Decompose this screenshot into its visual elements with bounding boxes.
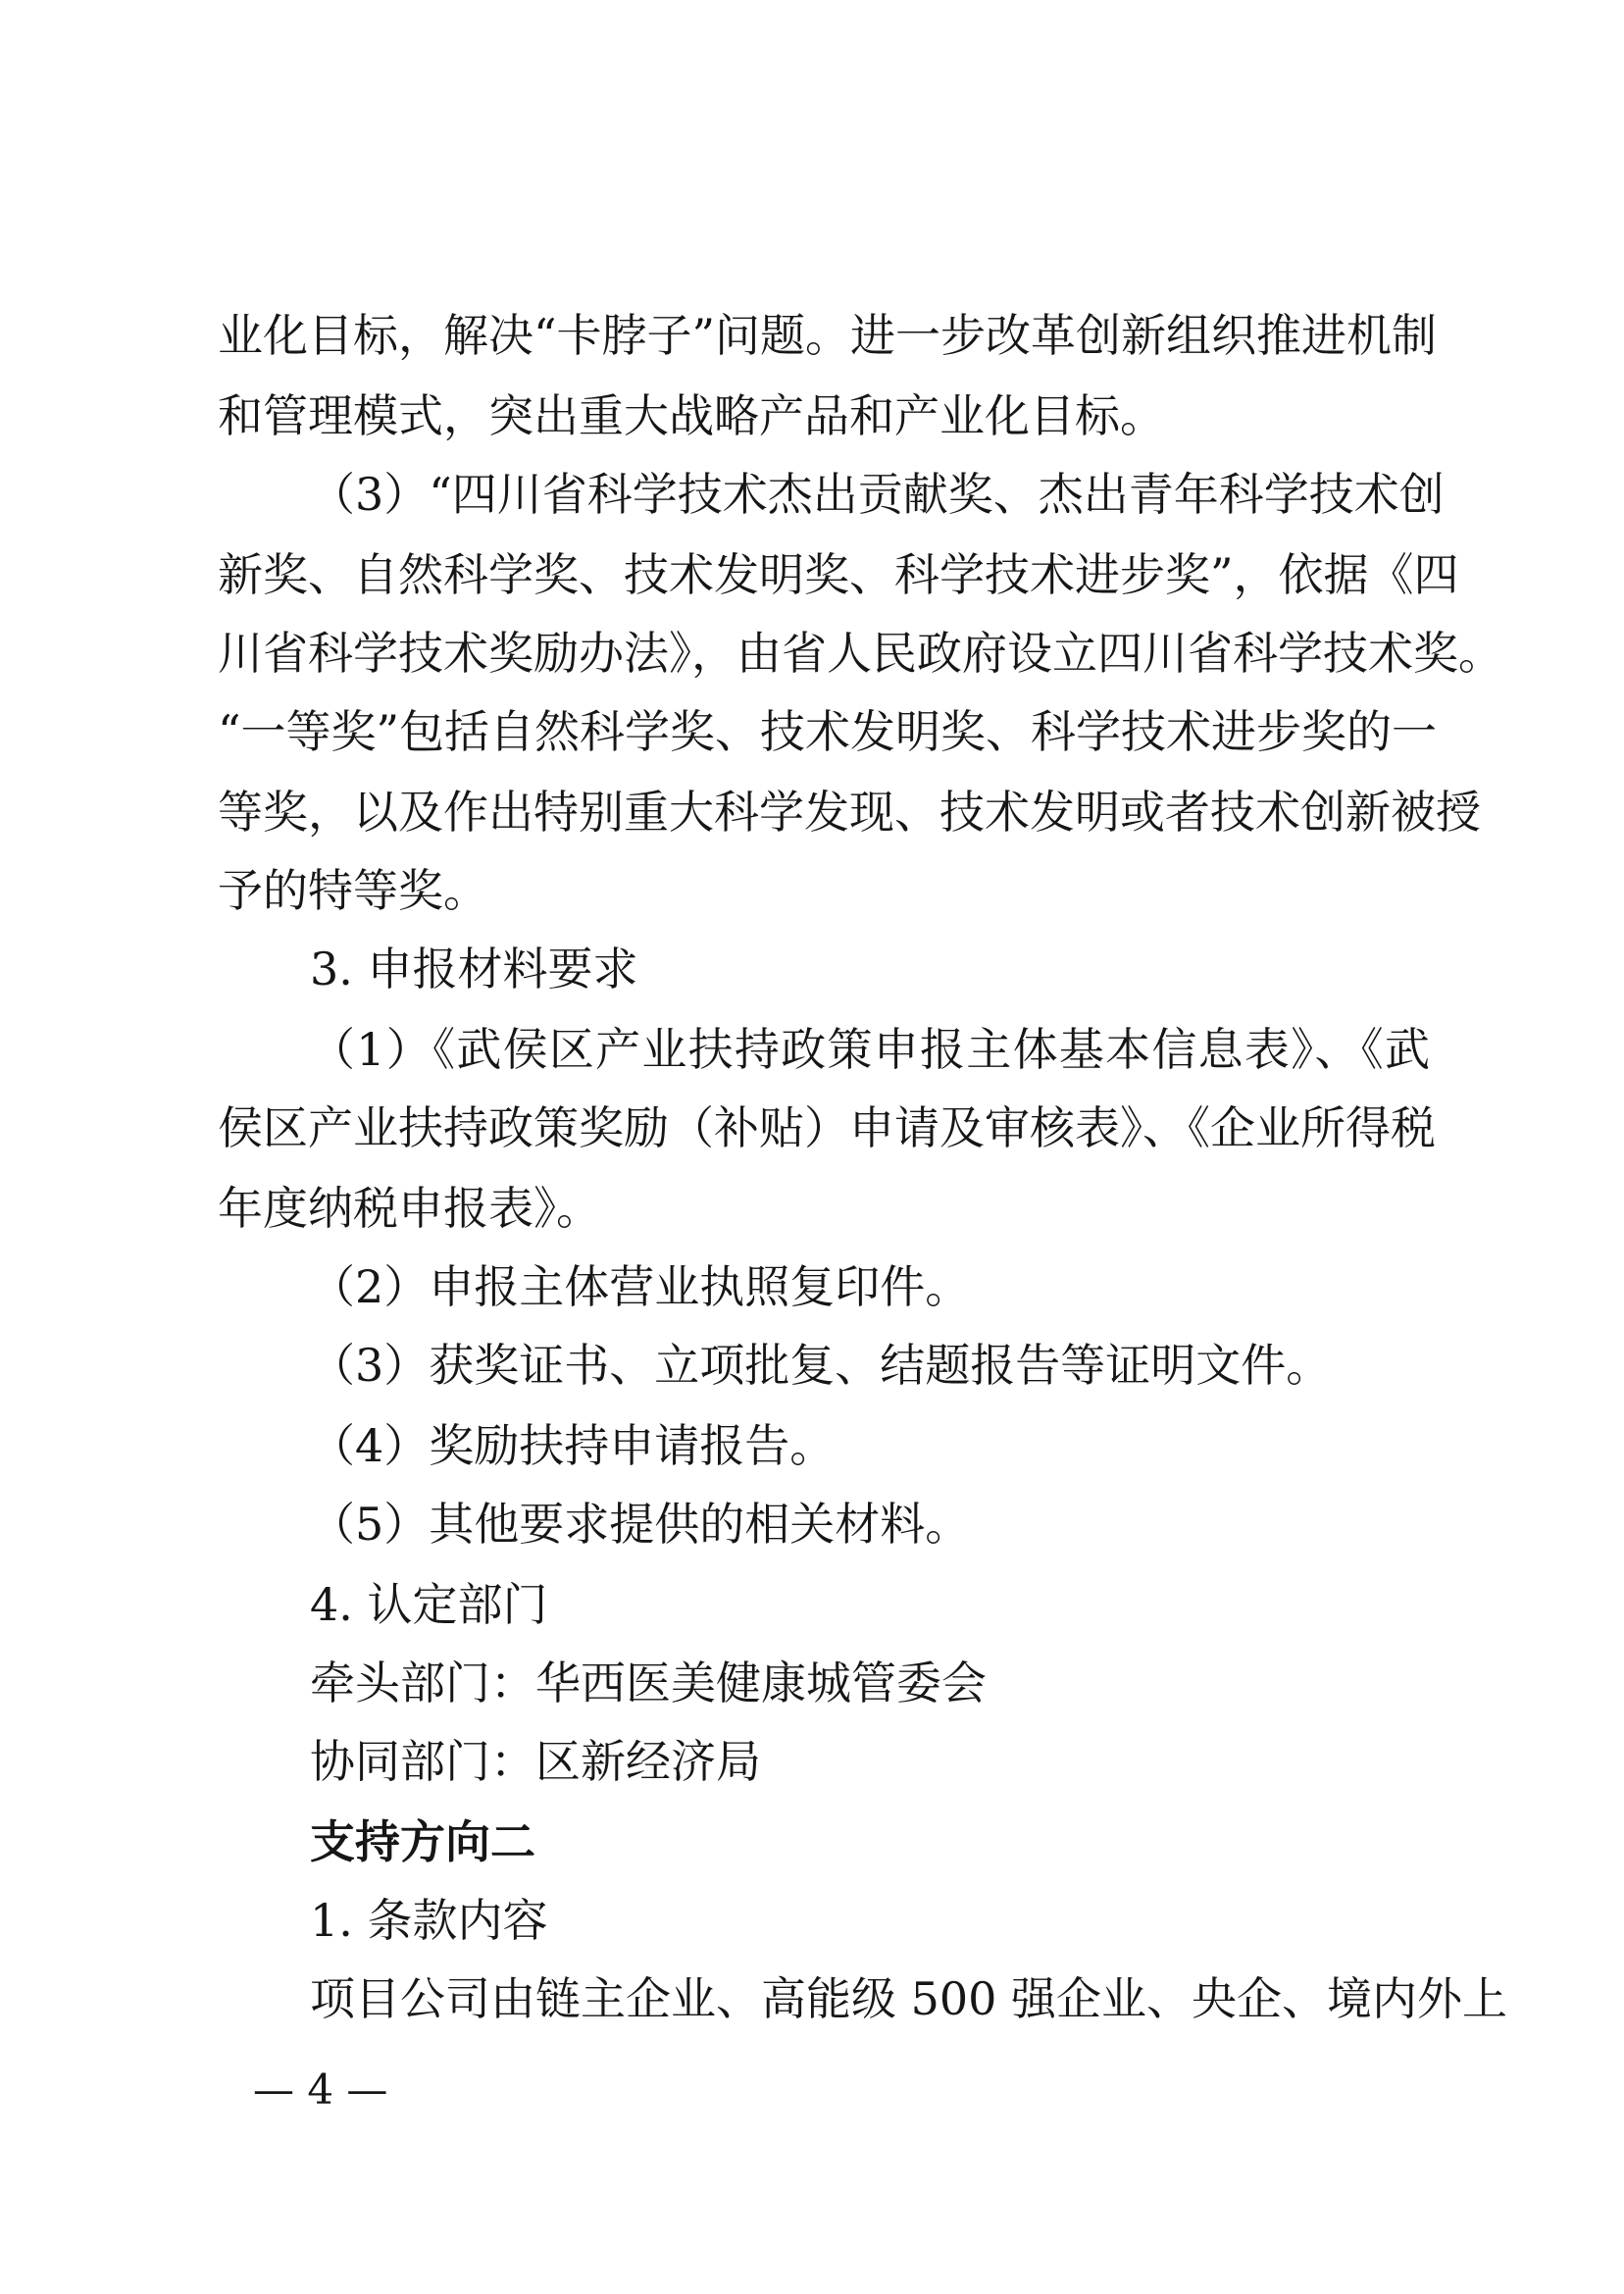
body-line-8: 予的特等奖。: [218, 864, 488, 917]
section-heading-3: 3. 申报材料要求: [310, 943, 638, 995]
materials-item-5: （5）其他要求提供的相关材料。: [310, 1498, 971, 1551]
clause-content-heading: 1. 条款内容: [310, 1894, 548, 1947]
body-line-3: （3）“四川省科学技术杰出贡献奖、杰出青年科学技术创: [310, 468, 1445, 521]
body-line-7: 等奖，以及作出特别重大科学发现、技术发明或者技术创新被授: [218, 786, 1481, 839]
section-heading-4: 4. 认定部门: [310, 1578, 548, 1631]
body-line-5: 川省科学技术奖励办法》，由省人民政府设立四川省科学技术奖。: [218, 627, 1503, 680]
materials-item-1-line-2: 侯区产业扶持政策奖励（补贴）申请及审核表》、《企业所得税: [218, 1101, 1436, 1154]
materials-item-4: （4）奖励扶持申请报告。: [310, 1419, 836, 1472]
supporting-department: 协同部门：区新经济局: [310, 1735, 761, 1788]
clause-content-line-1: 项目公司由链主企业、高能级 500 强企业、央企、境内外上: [310, 1972, 1508, 2025]
materials-item-1-line-3: 年度纳税申报表》。: [218, 1182, 601, 1235]
body-line-1: 业化目标，解决“卡脖子”问题。进一步改革创新组织推进机制: [218, 309, 1438, 362]
lead-department: 牵头部门：华西医美健康城管委会: [310, 1657, 987, 1709]
support-direction-heading: 支持方向二: [310, 1815, 535, 1868]
body-line-6: “一等奖”包括自然科学奖、技术发明奖、科学技术进步奖的一: [218, 705, 1438, 758]
body-line-2: 和管理模式，突出重大战略产品和产业化目标。: [218, 389, 1165, 442]
materials-item-1-line-1: （1）《武侯区产业扶持政策申报主体基本信息表》、《武: [310, 1023, 1430, 1076]
body-line-4: 新奖、自然科学奖、技术发明奖、科学技术进步奖”，依据《四: [218, 548, 1459, 601]
materials-item-3: （3）获奖证书、立项批复、结题报告等证明文件。: [310, 1339, 1332, 1392]
page-number: — 4 —: [253, 2065, 388, 2114]
materials-item-2: （2）申报主体营业执照复印件。: [310, 1260, 971, 1313]
